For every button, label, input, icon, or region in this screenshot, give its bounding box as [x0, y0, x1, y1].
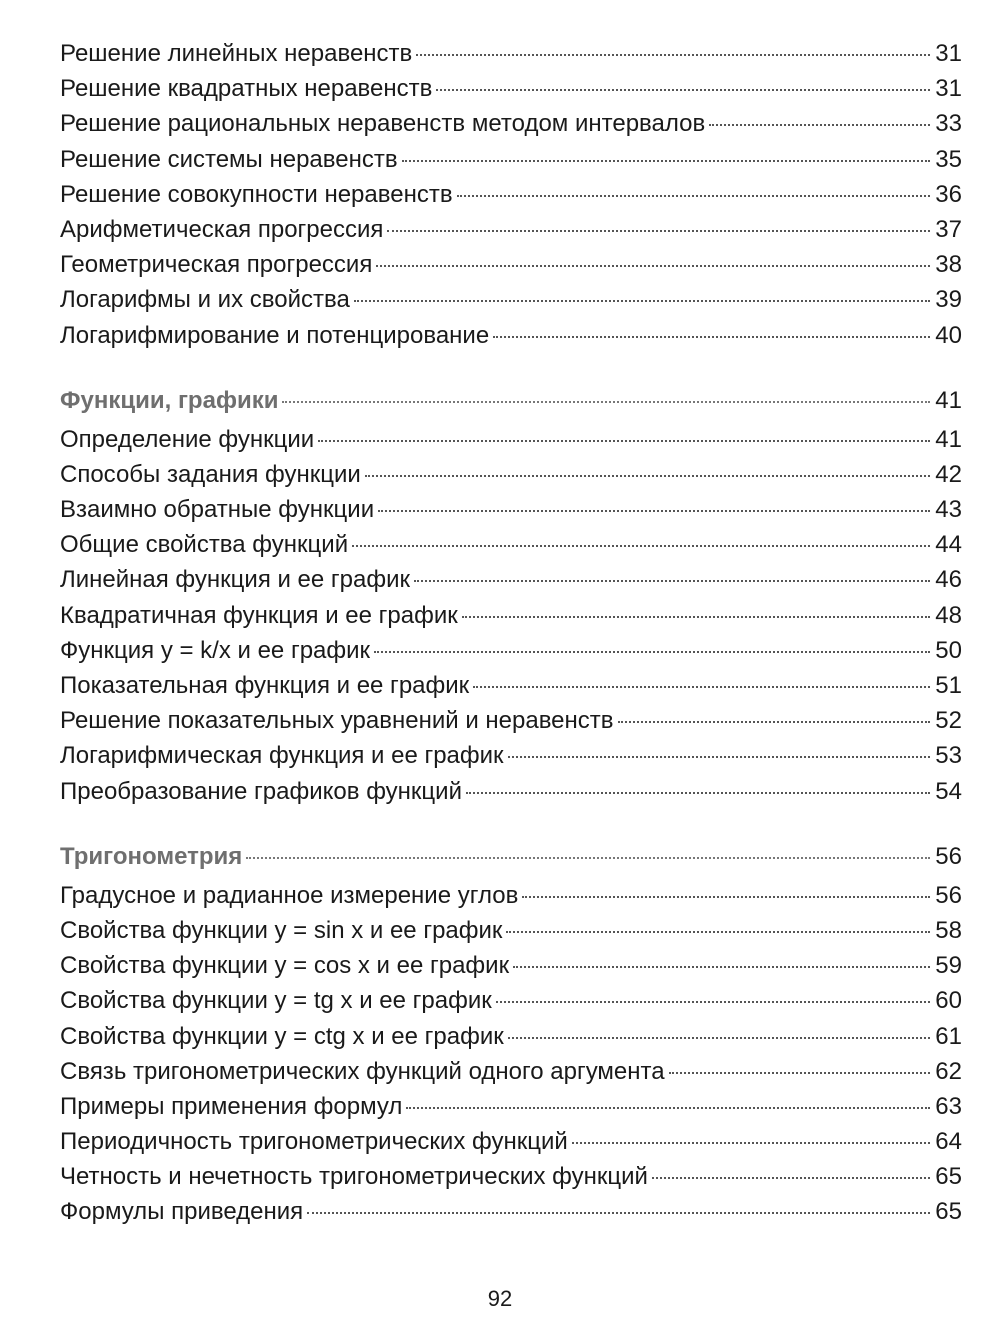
- toc-entry-title: Линейная функция и ее график: [60, 566, 411, 594]
- toc-entry[interactable]: [60, 247, 962, 282]
- dot-leader: [496, 1001, 930, 1003]
- toc-entry-page: 31: [935, 75, 962, 103]
- toc-section-heading[interactable]: [60, 380, 962, 422]
- toc-section-heading-page: 56: [935, 842, 962, 870]
- toc-entry[interactable]: [60, 318, 962, 353]
- toc-entry-title: Свойства функции y = tg x и ее график: [60, 987, 492, 1015]
- dot-leader: [402, 160, 930, 162]
- toc-entry[interactable]: [60, 177, 962, 212]
- toc-section-inequalities: [60, 36, 962, 353]
- dot-leader: [352, 545, 930, 547]
- toc-entry[interactable]: [60, 457, 962, 492]
- toc-entry-title: Четность и нечетность тригонометрических функций: [60, 1163, 648, 1191]
- toc-entry-title: Логарифмирование и потенцирование: [60, 321, 490, 349]
- toc-entry-title: Периодичность тригонометрических функций: [60, 1128, 568, 1156]
- toc-entry-page: 61: [935, 1022, 962, 1050]
- toc-entry-page: 54: [935, 777, 962, 805]
- toc-entry-page: 31: [935, 40, 962, 67]
- dot-leader: [414, 580, 930, 582]
- toc-entry[interactable]: [60, 142, 962, 177]
- toc-entry[interactable]: [60, 71, 962, 106]
- toc-section-heading-title: Функции, графики: [60, 386, 279, 414]
- toc-entry-title: Функция y = k/x и ее график: [60, 636, 371, 664]
- toc-entry-title: Решение совокупности неравенств: [60, 180, 453, 208]
- toc-entry-page: 63: [935, 1092, 962, 1120]
- dot-leader: [522, 896, 930, 898]
- toc-entry[interactable]: [60, 878, 962, 913]
- toc-entry[interactable]: [60, 598, 962, 633]
- toc-entry-title: Способы задания функции: [60, 460, 361, 488]
- dot-leader: [282, 401, 930, 403]
- toc-entry-title: Градусное и радианное измерение углов: [60, 881, 519, 909]
- toc-entry-title: Логарифмическая функция и ее график: [60, 742, 504, 770]
- toc-entry[interactable]: [60, 1054, 962, 1089]
- toc-entry[interactable]: [60, 703, 962, 738]
- toc-entry-title: Показательная функция и ее график: [60, 672, 470, 699]
- toc-entry-title: Свойства функции y = sin x и ее график: [60, 916, 503, 944]
- toc-entry-page: 40: [935, 321, 962, 349]
- toc-entry-title: Преобразование графиков функций: [60, 777, 462, 805]
- toc-section-heading-page: 41: [935, 386, 962, 414]
- toc-entry-page: 33: [935, 110, 962, 138]
- dot-leader: [376, 265, 930, 267]
- toc-entry[interactable]: [60, 422, 962, 457]
- page-number: 92: [487, 1286, 513, 1311]
- toc-entry-title: Свойства функции y = cos x и ее график: [60, 952, 510, 980]
- toc-entry[interactable]: [60, 1089, 962, 1124]
- toc-section-heading-title: Тригонометрия: [60, 842, 243, 870]
- toc-entry-page: 38: [935, 251, 962, 279]
- dot-leader: [466, 792, 930, 794]
- toc-entry[interactable]: [60, 1124, 962, 1159]
- dot-leader: [473, 686, 930, 688]
- toc-entry-page: 36: [935, 180, 962, 208]
- toc-entry-title: Свойства функции y = ctg x и ее график: [60, 1022, 504, 1050]
- toc-entry[interactable]: [60, 282, 962, 317]
- toc-entry-title: Решение показательных уравнений и неравенств: [60, 707, 614, 735]
- dot-leader: [416, 54, 930, 56]
- toc-entry[interactable]: [60, 492, 962, 527]
- toc-entry[interactable]: [60, 774, 962, 809]
- dot-leader: [307, 1212, 930, 1214]
- toc-entry-title: Решение линейных неравенств: [60, 40, 413, 67]
- table-of-contents: [60, 36, 962, 1257]
- toc-entry-page: 65: [935, 1163, 962, 1191]
- dot-leader: [387, 230, 930, 232]
- toc-entry-page: 52: [935, 707, 962, 735]
- toc-entry-page: 48: [935, 601, 962, 629]
- toc-entry-page: 50: [935, 636, 962, 664]
- toc-entry-title: Арифметическая прогрессия: [60, 215, 384, 243]
- toc-entry-page: 42: [935, 460, 962, 488]
- toc-entry-title: Квадратичная функция и ее график: [60, 601, 458, 629]
- toc-section-heading[interactable]: [60, 836, 962, 878]
- toc-entry[interactable]: [60, 1019, 962, 1054]
- toc-entry[interactable]: [60, 948, 962, 983]
- toc-entry-page: 46: [935, 566, 962, 594]
- dot-leader: [506, 931, 930, 933]
- dot-leader: [669, 1072, 930, 1074]
- toc-entry[interactable]: [60, 106, 962, 141]
- dot-leader: [618, 721, 930, 723]
- toc-entry-title: Примеры применения формул: [60, 1092, 403, 1120]
- toc-entry-page: 39: [935, 286, 962, 314]
- toc-entry[interactable]: [60, 633, 962, 668]
- dot-leader: [709, 124, 930, 126]
- dot-leader: [508, 756, 930, 758]
- toc-entry[interactable]: [60, 212, 962, 247]
- toc-entry-page: 62: [935, 1057, 962, 1085]
- dot-leader: [374, 651, 930, 653]
- toc-entry-page: 56: [935, 881, 962, 909]
- dot-leader: [365, 475, 930, 477]
- dot-leader: [378, 510, 930, 512]
- toc-entry-title: Связь тригонометрических функций одного аргумента: [60, 1057, 665, 1085]
- toc-entry-title: Решение квадратных неравенств: [60, 75, 433, 103]
- toc-entry[interactable]: [60, 36, 962, 71]
- dot-leader: [513, 966, 930, 968]
- dot-leader: [572, 1142, 930, 1144]
- toc-entry-page: 44: [935, 531, 962, 559]
- toc-entry-page: 51: [935, 672, 962, 699]
- toc-entry-page: 59: [935, 952, 962, 980]
- toc-entry-title: Логарифмы и их свойства: [60, 286, 350, 314]
- toc-entry[interactable]: [60, 1159, 962, 1194]
- toc-entry[interactable]: [60, 1194, 962, 1229]
- toc-entry-page: 41: [935, 425, 962, 453]
- dot-leader: [406, 1107, 930, 1109]
- toc-section-trigonometry: [60, 836, 962, 1230]
- toc-entry-title: Общие свойства функций: [60, 531, 349, 559]
- toc-entry[interactable]: [60, 738, 962, 773]
- toc-entry-page: 37: [935, 215, 962, 243]
- dot-leader: [493, 336, 930, 338]
- dot-leader: [457, 195, 930, 197]
- toc-entry-title: Решение рациональных неравенств методом интервалов: [60, 110, 706, 138]
- toc-entry-page: 60: [935, 987, 962, 1015]
- dot-leader: [462, 616, 930, 618]
- toc-entry[interactable]: [60, 983, 962, 1018]
- toc-entry-title: Геометрическая прогрессия: [60, 251, 373, 279]
- dot-leader: [436, 89, 930, 91]
- toc-entry[interactable]: [60, 562, 962, 597]
- toc-entry-title: Взаимно обратные функции: [60, 496, 375, 524]
- toc-entry-page: 35: [935, 145, 962, 173]
- toc-entry-page: 53: [935, 742, 962, 770]
- toc-entry[interactable]: [60, 527, 962, 562]
- dot-leader: [652, 1177, 930, 1179]
- toc-entry-title: Формулы приведения: [60, 1198, 304, 1226]
- dot-leader: [508, 1037, 930, 1039]
- toc-entry-title: Определение функции: [60, 425, 315, 453]
- toc-section-functions: [60, 380, 962, 809]
- dot-leader: [354, 300, 930, 302]
- toc-entry-page: 65: [935, 1198, 962, 1226]
- dot-leader: [246, 857, 930, 859]
- toc-entry-page: 58: [935, 916, 962, 944]
- toc-entry-page: 64: [935, 1128, 962, 1156]
- toc-entry[interactable]: [60, 913, 962, 948]
- dot-leader: [318, 440, 930, 442]
- toc-entry-title: Решение системы неравенств: [60, 145, 398, 173]
- toc-entry[interactable]: [60, 668, 962, 703]
- toc-entry-page: 43: [935, 496, 962, 524]
